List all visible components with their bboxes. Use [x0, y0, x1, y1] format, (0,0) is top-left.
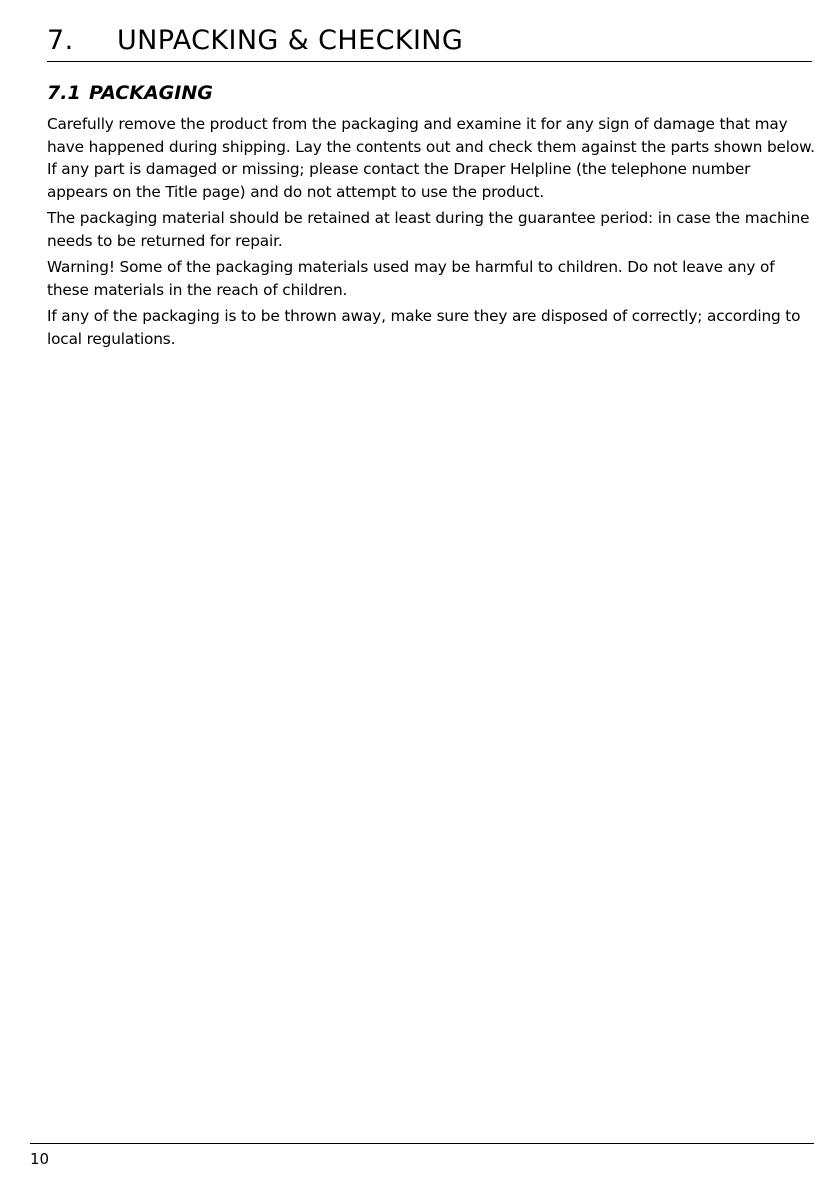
paragraph-retain-packaging: The packaging material should be retained at least during the guarantee period: in case the machine needs to be returned for repair.	[47, 209, 810, 250]
chapter-number: 7.	[47, 25, 74, 56]
section-body	[47, 113, 815, 354]
footer-divider	[30, 1143, 814, 1144]
section-title: PACKAGING	[89, 82, 213, 104]
page-number: 10	[30, 1150, 50, 1168]
paragraph-disposal: If any of the packaging is to be thrown away, make sure they are disposed of correctly; according to local regulations.	[47, 307, 801, 348]
chapter-title: UNPACKING & CHECKING	[117, 25, 464, 56]
section-number: 7.1	[47, 82, 81, 104]
heading-divider	[47, 61, 812, 62]
section-heading	[47, 80, 213, 106]
chapter-heading	[47, 24, 463, 58]
paragraph-inspection: Carefully remove the product from the packaging and examine it for any sign of damage that may have happened during shipping. Lay the contents out and check them against the parts shown below. If any part is damaged or missing; please contact the Draper Helpline (the telephone number appears on the Title page) and do not attempt to use the product.	[47, 115, 815, 201]
paragraph-warning: Warning! Some of the packaging materials used may be harmful to children. Do not leave any of these materials in the reach of children.	[47, 258, 775, 299]
